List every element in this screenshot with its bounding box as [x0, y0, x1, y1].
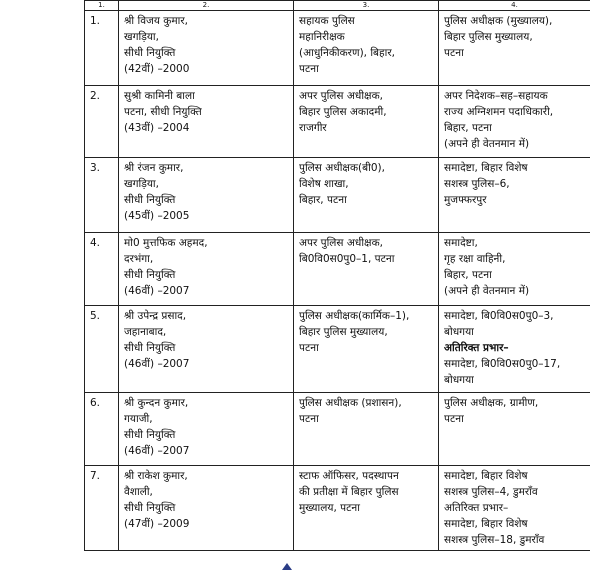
cell-line: समादेष्टा, बिहार विशेष: [444, 162, 528, 174]
cell-line: गयाजी,: [124, 413, 153, 425]
cell-line: पटना: [444, 413, 464, 425]
serial-number-cell: 3.: [85, 158, 119, 233]
cell-line: बिहार पुलिस मुख्यालय,: [299, 326, 388, 338]
new-post-cell: [439, 158, 591, 233]
cell-line: मुजफ्फरपुर: [444, 194, 487, 206]
officer-name-cell: [119, 466, 294, 551]
cell-line: पुलिस अधीक्षक (प्रशासन),: [299, 397, 402, 409]
cell-line: खगड़िया,: [124, 31, 159, 43]
officer-name-cell: [119, 86, 294, 158]
cell-line: (43वीं) –2004: [124, 122, 190, 134]
cell-line: श्री रंजन कुमार,: [124, 162, 184, 174]
serial-number-cell: 5.: [85, 306, 119, 393]
serial-number-cell: 6.: [85, 393, 119, 466]
cell-line: अतिरिक्त प्रभार–: [444, 342, 509, 354]
cell-line: मो0 मुत्तफिक अहमद,: [124, 237, 208, 249]
cell-line: पुलिस अधीक्षक(कार्मिक–1),: [299, 310, 410, 322]
officer-name-cell: [119, 233, 294, 306]
cell-line: सीधी नियुक्ति: [124, 47, 176, 59]
cell-line: (47वीं) –2009: [124, 518, 190, 530]
serial-number-cell: 1.: [85, 11, 119, 86]
cell-line: राजगीर: [299, 122, 327, 134]
cell-line: पुलिस अधीक्षक(बी0),: [299, 162, 385, 174]
cell-line: अतिरिक्त प्रभार–: [444, 502, 509, 514]
cell-line: पटना: [299, 342, 319, 354]
cell-line: बोधगया: [444, 374, 474, 386]
table-row: [85, 393, 591, 466]
cell-line: (अपने ही वेतनमान में): [444, 285, 530, 297]
table-header-row: [85, 1, 591, 11]
cell-line: (45वीं) –2005: [124, 210, 190, 222]
cell-line: गृह रक्षा वाहिनी,: [444, 253, 506, 265]
document-page: [84, 0, 590, 570]
current-post-cell: [294, 86, 439, 158]
serial-number-cell: 4.: [85, 233, 119, 306]
cell-line: पटना, सीधी नियुक्ति: [124, 106, 202, 118]
cell-line: सीधी नियुक्ति: [124, 194, 176, 206]
cell-line: समादेष्टा,: [444, 237, 478, 249]
table-row: [85, 466, 591, 551]
cell-line: (46वीं) –2007: [124, 285, 190, 297]
cell-line: पटना: [299, 63, 319, 75]
officer-name-cell: [119, 306, 294, 393]
cell-line: विशेष शाखा,: [299, 178, 349, 190]
serial-number-cell: 2.: [85, 86, 119, 158]
cell-line: पुलिस अधीक्षक, ग्रामीण,: [444, 397, 539, 409]
cell-line: राज्य अग्निशमन पदाधिकारी,: [444, 106, 554, 118]
cell-line: (46वीं) –2007: [124, 358, 190, 370]
current-post-cell: [294, 11, 439, 86]
cell-line: बिहार पुलिस अकादमी,: [299, 106, 387, 118]
header-col-2: 2.: [119, 1, 294, 11]
new-post-cell: [439, 306, 591, 393]
header-col-4: 4.: [439, 1, 591, 11]
cell-line: पटना: [299, 413, 319, 425]
new-post-cell: [439, 11, 591, 86]
cell-line: पुलिस अधीक्षक (मुख्यालय),: [444, 15, 553, 27]
table-row: [85, 158, 591, 233]
cell-line: समादेष्टा, बिहार विशेष: [444, 518, 528, 530]
cell-line: समादेष्टा, बि0वि0स0पु0–17,: [444, 358, 561, 370]
current-post-cell: [294, 466, 439, 551]
current-post-cell: [294, 233, 439, 306]
cell-line: अपर निदेशक–सह–सहायक: [444, 90, 548, 102]
cell-line: श्री कुन्दन कुमार,: [124, 397, 189, 409]
cell-line: वैशाली,: [124, 486, 153, 498]
officer-name-cell: [119, 11, 294, 86]
header-col-1: 1.: [85, 1, 119, 11]
cell-line: बिहार पुलिस मुख्यालय,: [444, 31, 533, 43]
table-row: [85, 11, 591, 86]
cell-line: सीधी नियुक्ति: [124, 429, 176, 441]
cell-line: सुश्री कामिनी बाला: [124, 90, 195, 102]
current-post-cell: [294, 393, 439, 466]
cell-line: (आधुनिकीकरण), बिहार,: [299, 47, 395, 59]
new-post-cell: [439, 393, 591, 466]
cell-line: बिहार, पटना: [444, 269, 492, 281]
table-body: [85, 11, 591, 551]
cell-line: बि0वि0स0पु0–1, पटना: [299, 253, 395, 265]
current-post-cell: [294, 306, 439, 393]
cell-line: सशस्त्र पुलिस–18, डुमराँव: [444, 534, 545, 546]
cell-line: सशस्त्र पुलिस–6,: [444, 178, 510, 190]
cell-line: बिहार, पटना: [299, 194, 347, 206]
cell-line: सीधी नियुक्ति: [124, 342, 176, 354]
cell-line: दरभंगा,: [124, 253, 154, 265]
cell-line: श्री उपेन्द्र प्रसाद,: [124, 310, 187, 322]
cell-line: पटना: [444, 47, 464, 59]
new-post-cell: [439, 466, 591, 551]
transfer-table: [84, 0, 590, 551]
current-post-cell: [294, 158, 439, 233]
table-row: [85, 86, 591, 158]
new-post-cell: [439, 86, 591, 158]
officer-name-cell: [119, 158, 294, 233]
header-col-3: 3.: [294, 1, 439, 11]
cell-line: बोधगया: [444, 326, 474, 338]
cell-line: श्री विजय कुमार,: [124, 15, 188, 27]
cell-line: सहायक पुलिस: [299, 15, 355, 27]
cell-line: अपर पुलिस अधीक्षक,: [299, 237, 383, 249]
officer-name-cell: [119, 393, 294, 466]
cell-line: बिहार, पटना: [444, 122, 492, 134]
cell-line: खगड़िया,: [124, 178, 159, 190]
cell-line: जहानाबाद,: [124, 326, 167, 338]
cell-line: स्टाफ ऑफिसर, पदस्थापन: [299, 470, 399, 482]
table-row: [85, 233, 591, 306]
table-row: [85, 306, 591, 393]
cell-line: मुख्यालय, पटना: [299, 502, 360, 514]
cell-line: अपर पुलिस अधीक्षक,: [299, 90, 383, 102]
cell-line: श्री राकेश कुमार,: [124, 470, 188, 482]
cell-line: सशस्त्र पुलिस–4, डुमराँव: [444, 486, 538, 498]
serial-number-cell: 7.: [85, 466, 119, 551]
cell-line: की प्रतीक्षा में बिहार पुलिस: [299, 486, 399, 498]
cell-line: महानिरीक्षक: [299, 31, 345, 43]
cell-line: सीधी नियुक्ति: [124, 269, 176, 281]
cell-line: (46वीं) –2007: [124, 445, 190, 457]
cell-line: (अपने ही वेतनमान में): [444, 138, 530, 150]
cell-line: समादेष्टा, बिहार विशेष: [444, 470, 528, 482]
cell-line: (42वीं) –2000: [124, 63, 190, 75]
new-post-cell: [439, 233, 591, 306]
cell-line: समादेष्टा, बि0वि0स0पु0–3,: [444, 310, 554, 322]
triangle-mark-icon: [282, 563, 292, 570]
cell-line: सीधी नियुक्ति: [124, 502, 176, 514]
